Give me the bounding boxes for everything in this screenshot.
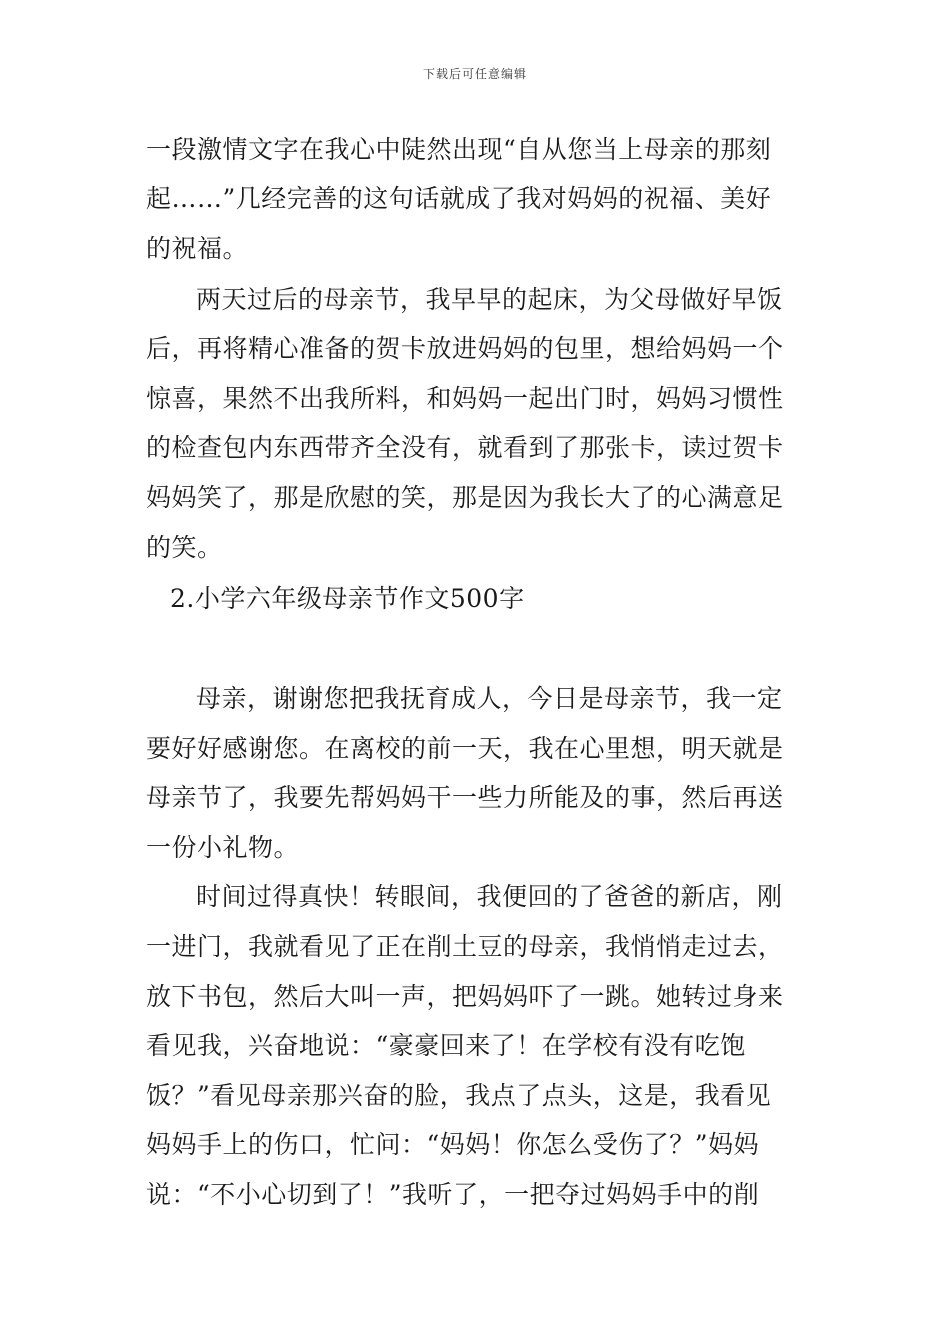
text-line: 妈妈笑了，那是欣慰的笑，那是因为我长大了的心满意足 [146,483,784,512]
text-line: 饭？”看见母亲那兴奋的脸，我点了点头，这是，我看见 [146,1081,772,1110]
text-line: 一份小礼物。 [146,833,300,862]
text-line: 妈妈手上的伤口，忙问：“妈妈！你怎么受伤了？”妈妈 [146,1130,760,1159]
text-line: 的检查包内东西带齐全没有，就看到了那张卡，读过贺卡 [146,433,784,462]
text-line: 放下书包，然后大叫一声，把妈妈吓了一跳。她转过身来 [146,982,784,1011]
text-line: 一进门，我就看见了正在削土豆的母亲，我悄悄走过去， [146,932,784,961]
paragraph-first-line: 时间过得真快！转眼间，我便回的了爸爸的新店，刚 [196,882,783,911]
paragraph-first-line: 两天过后的母亲节，我早早的起床，为父母做好早饭 [196,285,783,314]
text-line: 后，再将精心准备的贺卡放进妈妈的包里，想给妈妈一个 [146,334,784,363]
text-line: 一段激情文字在我心中陡然出现“自从您当上母亲的那刻 [146,135,772,164]
text-line: 要好好感谢您。在离校的前一天，我在心里想，明天就是 [146,734,784,763]
text-line: 的笑。 [146,533,223,562]
text-line: 看见我，兴奋地说：“豪豪回来了！在学校有没有吃饱 [146,1031,746,1060]
paragraph-first-line: 母亲，谢谢您把我抚育成人，今日是母亲节，我一定 [196,684,783,713]
page-header: 下载后可任意编辑 [422,67,527,81]
text-line: 惊喜，果然不出我所料，和妈妈一起出门时，妈妈习惯性 [146,384,784,413]
text-line: 说：“不小心切到了！”我听了，一把夺过妈妈手中的削 [146,1180,760,1209]
section-heading: 2.小学六年级母亲节作文500字 [170,584,525,613]
text-line: 起……”几经完善的这句话就成了我对妈妈的祝福、美好 [146,184,772,213]
text-line: 的祝福。 [146,234,249,263]
text-line: 母亲节了，我要先帮妈妈干一些力所能及的事，然后再送 [146,783,784,812]
